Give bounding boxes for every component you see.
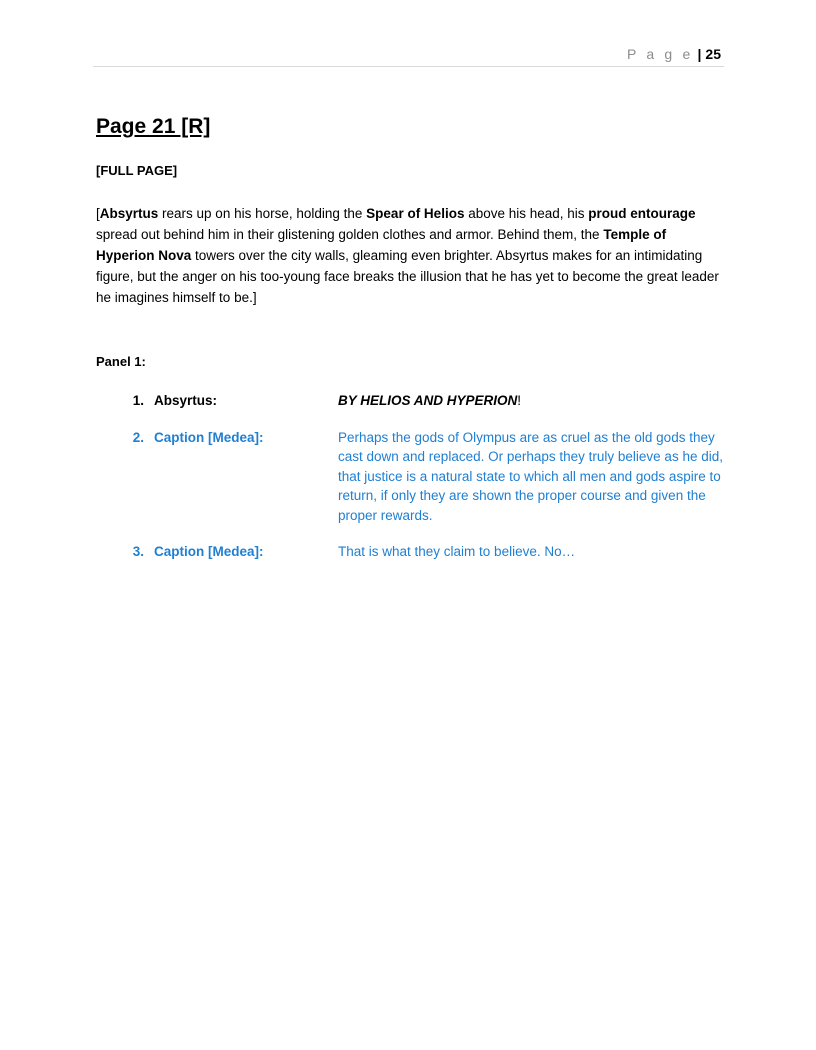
- script-line: [96, 428, 722, 526]
- page-label: P a g e: [626, 46, 694, 62]
- desc-item-spear: Spear of Helios: [366, 206, 465, 221]
- line-number: 3.: [132, 544, 144, 559]
- desc-item-temple: Temple of Hyperion Nova: [96, 227, 667, 263]
- header-divider: [93, 66, 724, 67]
- panel-description: [96, 203, 722, 308]
- script-content: [96, 113, 722, 579]
- line-text-emphasis: BY HELIOS AND HYPERION: [338, 393, 518, 408]
- line-text: Perhaps the gods of Olympus are as cruel as the old gods they cast down and replaced. Or perhaps they truly believe as he did, that justice is a natural state to which all men and gods aspire to return, if only they are shown the proper course and given the proper rewards.: [338, 429, 723, 523]
- page-title: Page 21 [R]: [96, 115, 211, 138]
- panel-label: Panel 1:: [96, 354, 146, 369]
- line-speaker: Caption [Medea]:: [154, 429, 264, 445]
- desc-text-4: towers over the city walls, gleaming even brighter. Absyrtus makes for an intimidating figure, but the anger on his too-young face breaks the illusion that he has yet to become the great leader he imagines himself to be.]: [96, 248, 719, 305]
- panel-lines: [96, 391, 722, 562]
- desc-text-3: spread out behind him in their glistening golden clothes and armor. Behind them, the: [96, 227, 604, 242]
- line-number: 1.: [132, 393, 144, 408]
- layout-note: [FULL PAGE]: [96, 163, 178, 178]
- line-text: [338, 391, 726, 411]
- line-speaker: Absyrtus:: [154, 393, 218, 408]
- desc-text-1: rears up on his horse, holding the: [158, 206, 367, 221]
- desc-character: Absyrtus: [99, 206, 159, 221]
- desc-item-entourage: proud entourage: [588, 206, 696, 221]
- script-line: [96, 391, 722, 411]
- page-number: 25: [705, 46, 721, 62]
- desc-text-2: above his head, his: [464, 206, 589, 221]
- script-line: [96, 542, 722, 562]
- page-header: [627, 46, 721, 62]
- line-text-tail: !: [517, 393, 522, 408]
- line-text: That is what they claim to believe. No…: [338, 544, 576, 559]
- desc-open: [: [96, 206, 100, 221]
- line-speaker: Caption [Medea]:: [154, 544, 264, 559]
- line-number: 2.: [132, 429, 144, 445]
- header-separator: |: [697, 46, 702, 62]
